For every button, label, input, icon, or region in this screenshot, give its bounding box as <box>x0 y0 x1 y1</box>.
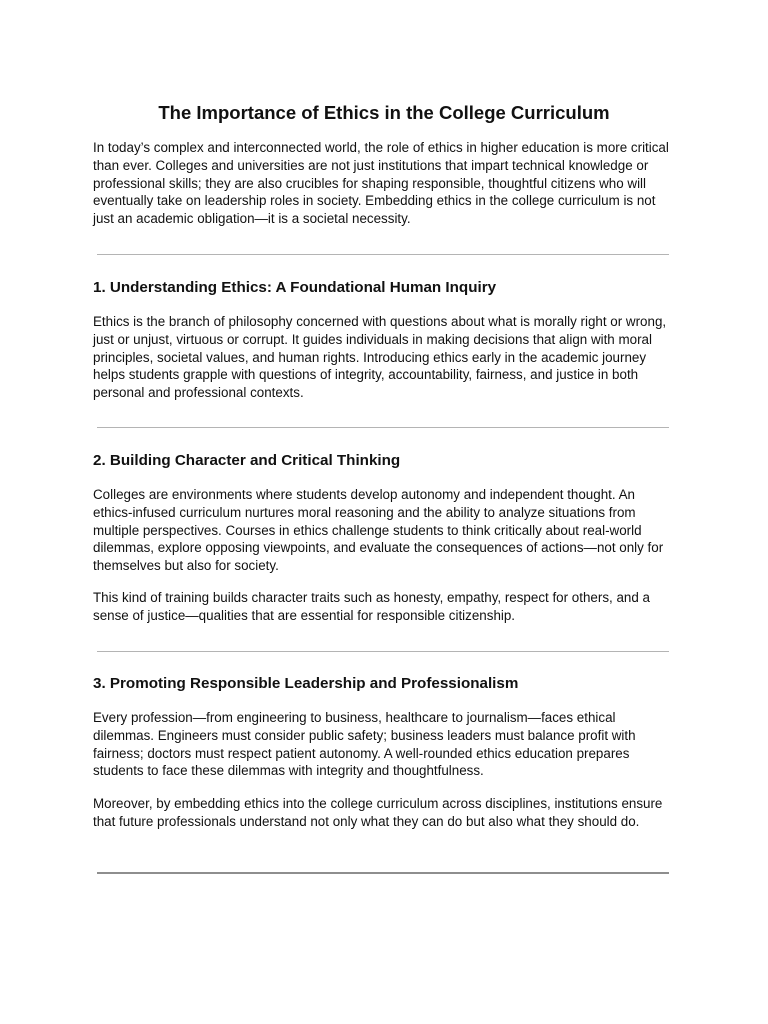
section-1-paragraph-1: Ethics is the branch of philosophy concerned with questions about what is morally right or wrong, just or unjust, virtuous or corrupt. It guides individuals in making decisions that align with moral principles, societal values, and human rights. Introducing ethics early in the academic journey helps students grapple with questions of integrity, accountability, fairness, and justice in both personal and professional contexts. <box>93 314 667 401</box>
section-2-paragraph-1: Colleges are environments where students develop autonomy and independent thought. An ethics-infused curriculum nurtures moral reasoning and the ability to analyze situations from multiple perspectives. Courses in ethics challenge students to think critically about real-world dilemmas, explore opposing viewpoints, and evaluate the consequences of actions—not only for themselves but also for society. <box>93 487 664 574</box>
section-3-paragraph-1: Every profession—from engineering to business, healthcare to journalism—faces ethical dilemmas. Engineers must consider public safety; business leaders must balance profit with fairness; doctors must respect patient autonomy. A well-rounded ethics education prepares students to face these dilemmas with integrity and thoughtfulness. <box>93 710 636 779</box>
section-3-paragraph-2: Moreover, by embedding ethics into the college curriculum across disciplines, institutions ensure that future professionals understand not only what they can do but also what they should do. <box>93 796 663 829</box>
section-heading-building-character: 2. Building Character and Critical Thinking <box>93 452 401 469</box>
document-title: The Importance of Ethics in the College Curriculum <box>158 102 610 123</box>
section-divider <box>97 427 669 428</box>
section-heading-understanding-ethics: 1. Understanding Ethics: A Foundational Human Inquiry <box>93 279 497 296</box>
section-divider <box>97 254 669 255</box>
section-heading-responsible-leadership: 3. Promoting Responsible Leadership and Professionalism <box>93 675 519 692</box>
document-end-rule <box>97 872 669 874</box>
section-divider <box>97 651 669 652</box>
intro-paragraph: In today’s complex and interconnected world, the role of ethics in higher education is more critical than ever. Colleges and universities are not just institutions that impart technical knowledge or professional skills; they are also crucibles for shaping responsible, thoughtful citizens who will eventually take on leadership roles in society. Embedding ethics in the college curriculum is not just an academic obligation—it is a societal necessity. <box>93 140 669 227</box>
section-2-paragraph-2: This kind of training builds character traits such as honesty, empathy, respect for others, and a sense of justice—qualities that are essential for responsible citizenship. <box>93 590 650 623</box>
